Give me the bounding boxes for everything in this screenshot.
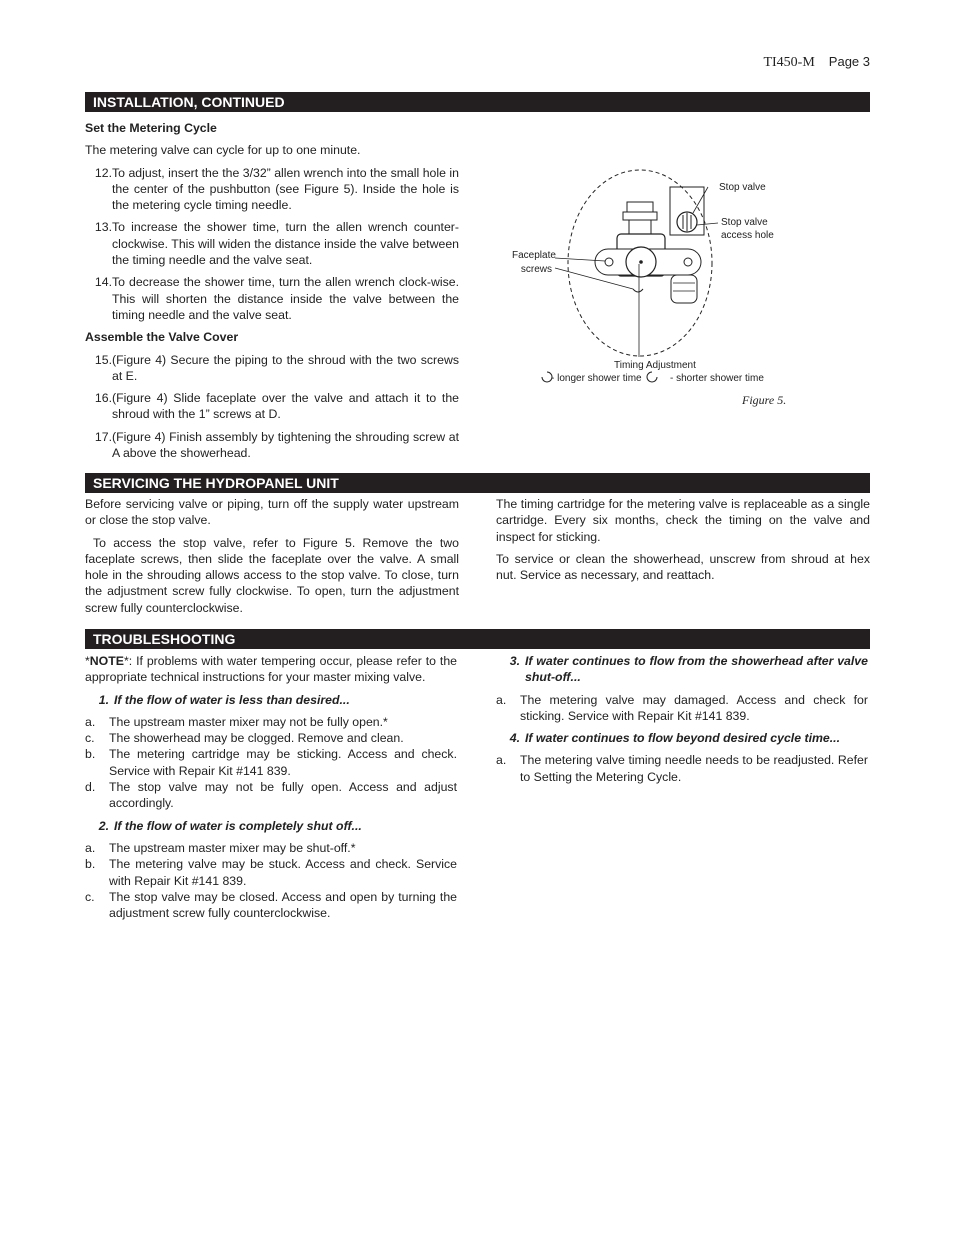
issue-item: a. The upstream master mixer may not be fully open.* xyxy=(85,714,388,729)
installation-column xyxy=(85,120,459,467)
outlet-nut xyxy=(671,275,697,303)
label-faceplate-2: screws xyxy=(520,264,552,275)
label-stop-valve-access-2: access hole xyxy=(721,230,774,241)
issue-item: c. The stop valve may be closed. Access and open by turning the adjustment screw fully counterclockwise. xyxy=(85,889,457,921)
servicing-left-column xyxy=(85,496,459,622)
servicing-right-column xyxy=(496,496,870,589)
doc-code: TI450-M xyxy=(763,55,815,70)
section-troubleshooting-title: TROUBLESHOOTING xyxy=(85,629,870,649)
faceplate-screw-right xyxy=(684,258,692,266)
step-item: 12. To adjust, insert the the 3/32” allen wrench into the small hole in the center of the pushbutton (see Figure 5). Inside the hole is the metering cycle timing needle. xyxy=(94,165,459,213)
cover-heading: Assemble the Valve Cover xyxy=(85,330,239,345)
troubleshooting-left-column xyxy=(85,653,457,921)
issue-heading: 4. If water continues to flow beyond desired cycle time... xyxy=(509,731,841,746)
issue-item: a. The metering valve may damaged. Access and check for sticking. Service with Repair Kit #141 839. xyxy=(496,692,868,723)
section-installation-title: INSTALLATION, CONTINUED xyxy=(85,92,870,112)
issue-item: d. The stop valve may not be fully open. Access and adjust accordingly. xyxy=(85,780,457,811)
figure-5-valve-diagram xyxy=(505,165,795,415)
label-stop-valve: Stop valve xyxy=(719,182,766,193)
servicing-paragraph: The timing cartridge for the metering valve is replaceable as a single cartridge. Every six months, check the timing on the valve and inspect for sticking. xyxy=(496,497,870,544)
issue-item: c. The showerhead may be clogged. Remove and clean. xyxy=(85,731,404,746)
top-nut xyxy=(627,202,653,212)
metering-intro: The metering valve can cycle for up to one minute. xyxy=(85,143,361,158)
metering-heading: Set the Metering Cycle xyxy=(85,121,217,135)
page-number: Page 3 xyxy=(828,54,870,69)
troubleshooting-note: *NOTE*: If problems with water tempering occur, please refer to the appropriate technical instructions for your master mixing valve. xyxy=(85,654,457,685)
step-item: 14. To decrease the shower time, turn the allen wrench clock-wise. This will shorten the distance inside the valve between the timing needle and the valve seat. xyxy=(94,275,459,322)
label-stop-valve-access-1: Stop valve xyxy=(721,217,768,228)
servicing-paragraph: Before servicing valve or piping, turn off the supply water upstream or close the stop valve. xyxy=(85,497,459,528)
step-item: 13. To increase the shower time, turn the allen wrench counter-clockwise. This will widen the distance inside the valve between the timing needle and the valve seat. xyxy=(94,220,459,268)
figure-caption: Figure 5. xyxy=(742,393,787,407)
step-item: 15. (Figure 4) Secure the piping to the shroud with the two screws at E. xyxy=(94,352,459,383)
label-timing-adjustment: Timing Adjustment xyxy=(614,360,696,371)
clockwise-icon xyxy=(647,372,657,382)
label-faceplate-1: Faceplate xyxy=(512,250,556,261)
issue-heading: 1. If the flow of water is less than desired... xyxy=(98,692,350,707)
timing-hole xyxy=(639,260,643,264)
step-item: 16. (Figure 4) Slide faceplate over the valve and attach it to the shroud with the 1” screws at D. xyxy=(94,391,459,422)
issue-heading: 2. If the flow of water is completely shut off... xyxy=(98,818,362,833)
page-header xyxy=(763,54,870,71)
label-shorter-shower: - shorter shower time xyxy=(670,373,764,384)
troubleshooting-right-column xyxy=(496,653,868,785)
section-servicing-title: SERVICING THE HYDROPANEL UNIT xyxy=(85,473,870,493)
issue-item: a. The upstream master mixer may be shut-off.* xyxy=(85,840,356,855)
label-longer-shower: - longer shower time xyxy=(551,373,642,384)
issue-item: b. The metering cartridge may be sticking. Access and check. Service with Repair Kit #141 839. xyxy=(85,747,457,778)
step-item: 17. (Figure 4) Finish assembly by tightening the shrouding screw at A above the showerhead. xyxy=(94,429,459,461)
issue-item: a. The metering valve timing needle needs to be readjusted. Refer to Setting the Metering Cycle. xyxy=(496,753,868,784)
servicing-paragraph: To access the stop valve, refer to Figure 5. Remove the two faceplate screws, then slide the faceplate over the valve. A small hole in the shrouding allows access to the stop valve. To close, turn the adjustment screw fully clockwise. To open, turn the adjustment screw fully counterclockwise. xyxy=(85,535,459,615)
faceplate-screw-left xyxy=(605,258,613,266)
issue-item: b. The metering valve may be stuck. Access and check. Service with Repair Kit #141 839. xyxy=(85,857,457,888)
servicing-paragraph: To service or clean the showerhead, unscrew from shroud at hex nut. Service as necessary, and reattach. xyxy=(496,551,870,583)
issue-heading: 3. If water continues to flow from the showerhead after valve shut-off... xyxy=(509,654,868,685)
